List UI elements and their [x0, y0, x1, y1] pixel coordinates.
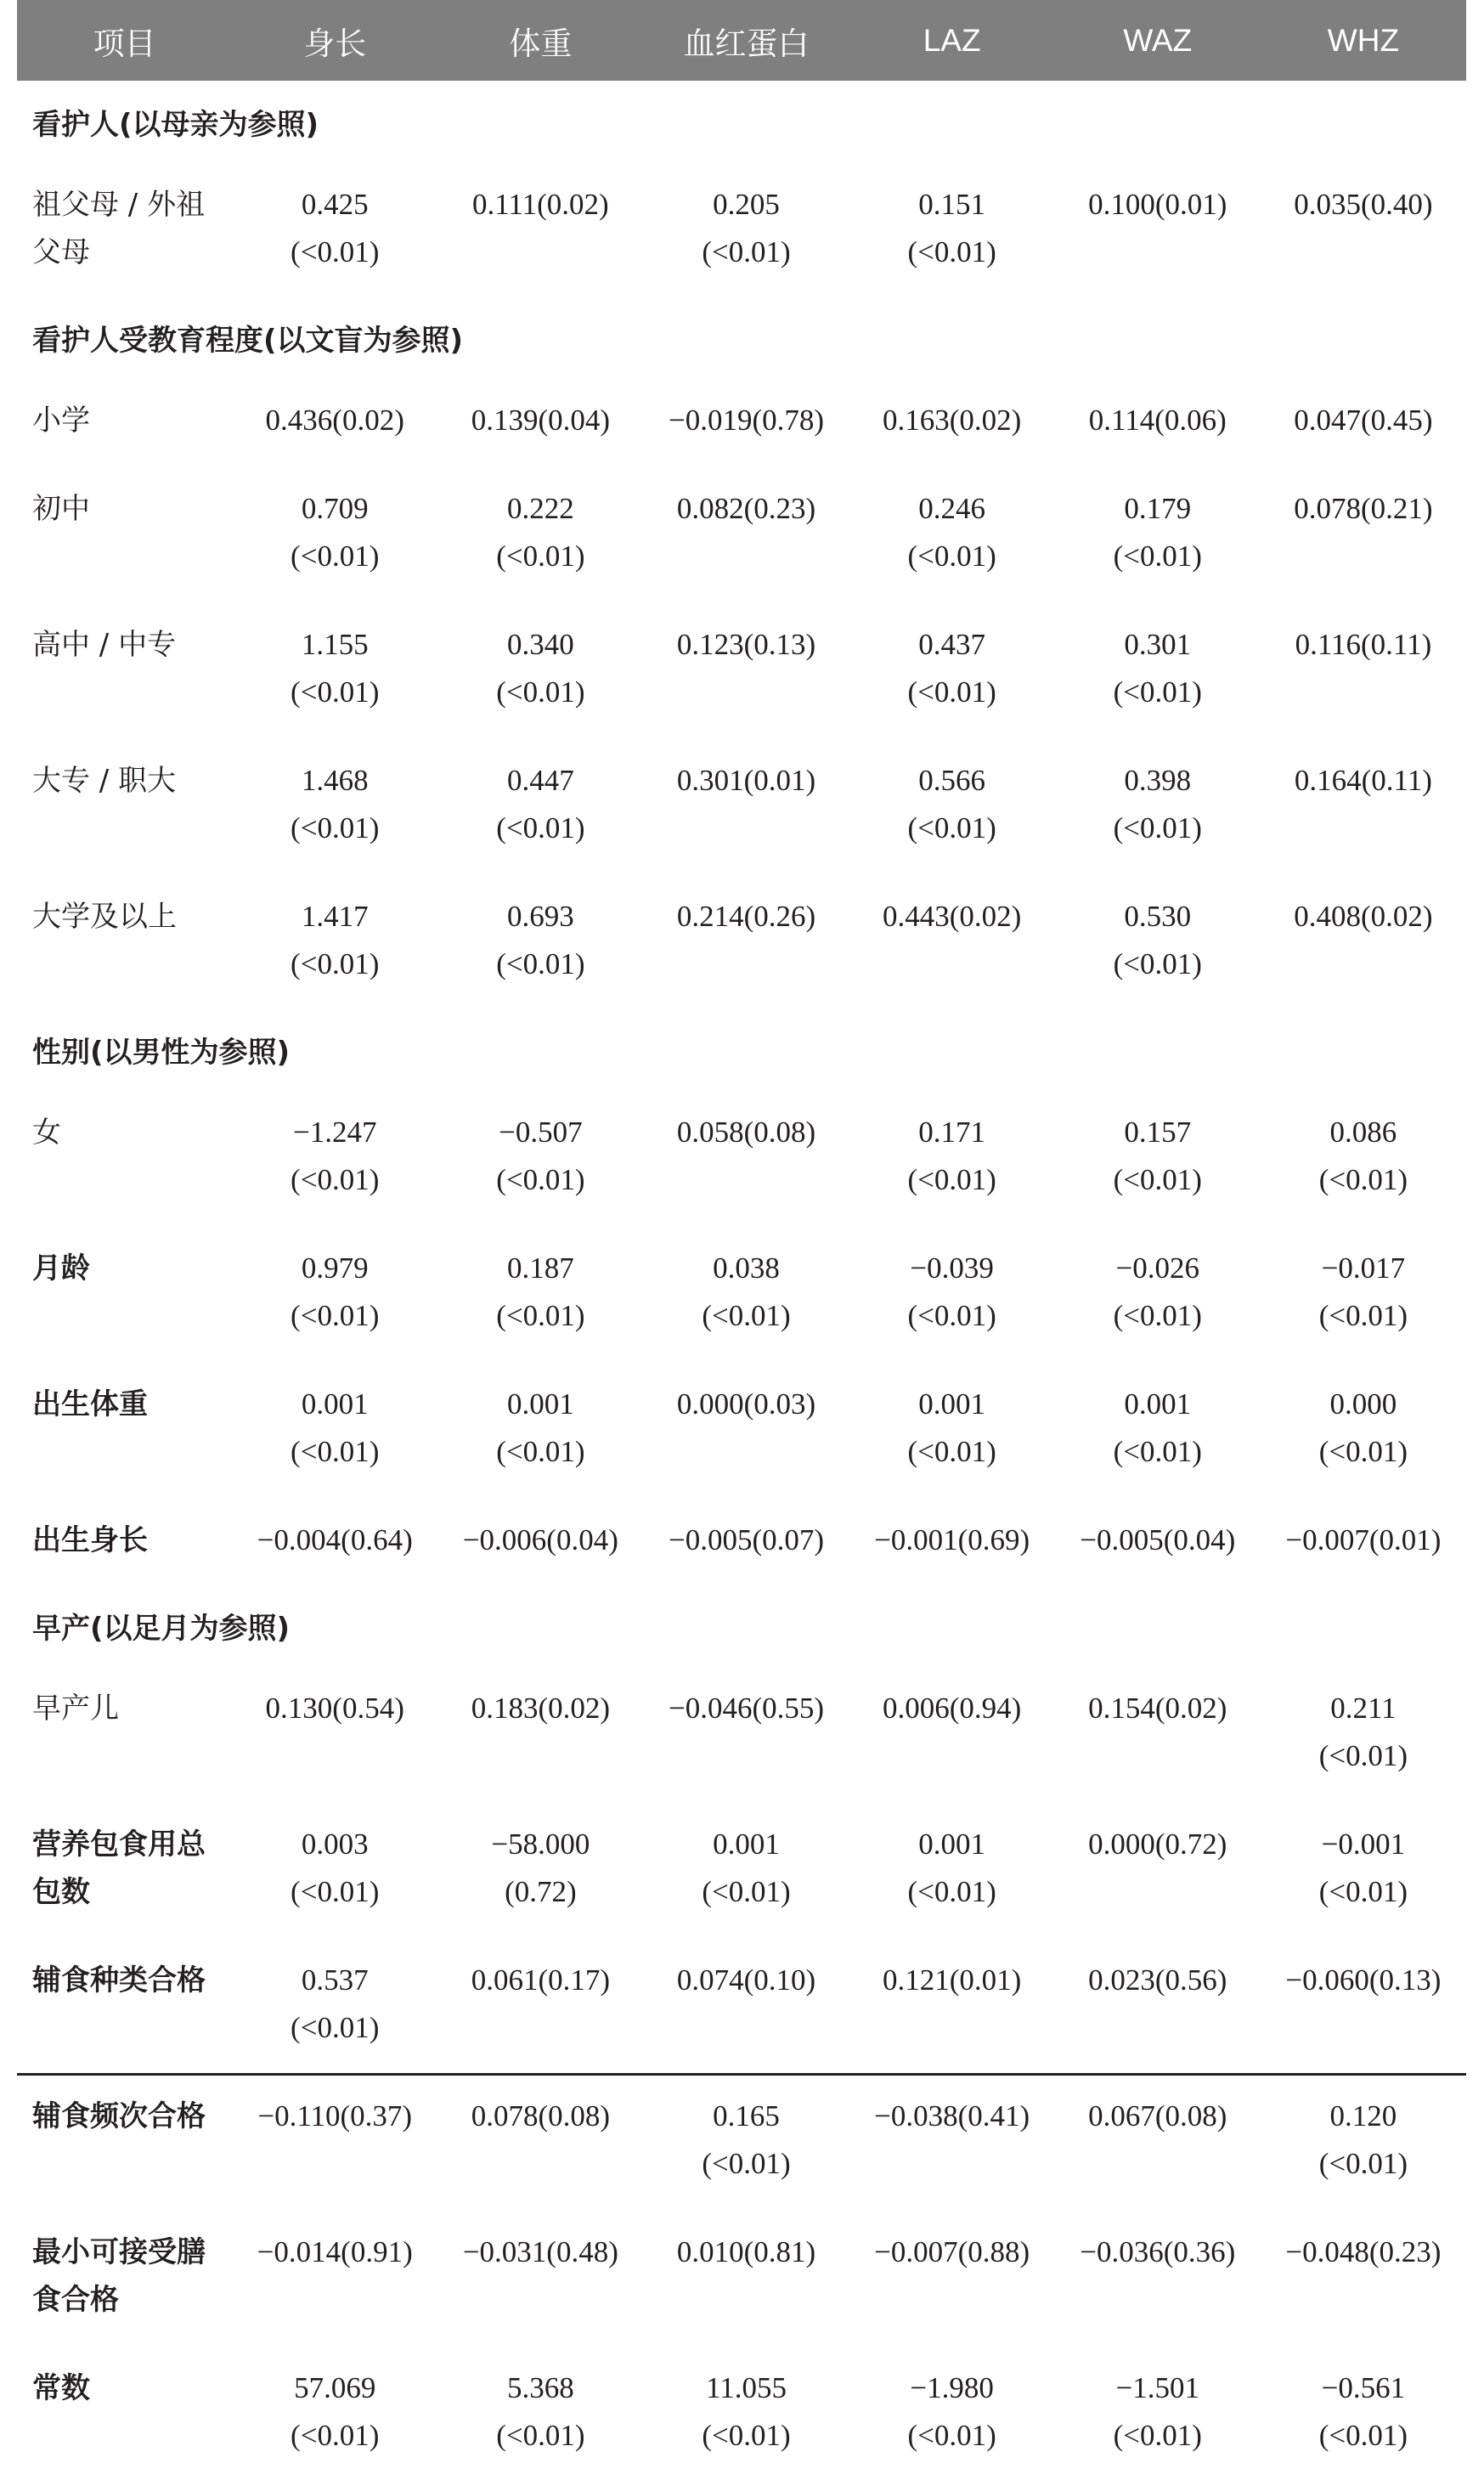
- section-row: [17, 297, 1466, 381]
- value-cell: [1055, 2072, 1261, 2208]
- coefficient-value: 0.566: [918, 764, 985, 797]
- value-cell: [1055, 1800, 1261, 1936]
- coefficient-value: 0.001: [713, 1828, 780, 1861]
- value-cell: [1055, 873, 1261, 1008]
- row-label: 月龄: [32, 1251, 90, 1285]
- value-cell: [437, 465, 643, 601]
- coefficient-value: 0.001: [918, 1387, 985, 1421]
- coefficient-value: 0.058(0.08): [676, 1116, 816, 1149]
- table-row: [17, 1360, 1466, 1496]
- coefficient-value: 0.001: [918, 1828, 985, 1861]
- p-value: (<0.01): [291, 2419, 380, 2452]
- value-cell: [437, 737, 643, 873]
- value-cell: [643, 1093, 849, 1224]
- coefficient-value: −1.247: [292, 1116, 377, 1149]
- p-value: (<0.01): [702, 1875, 791, 1908]
- coefficient-value: −0.017: [1321, 1251, 1406, 1285]
- p-value: (<0.01): [907, 811, 996, 845]
- coefficient-value: −0.507: [499, 1116, 583, 1149]
- value-cell: [849, 1496, 1055, 1585]
- value-cell: [437, 1669, 643, 1800]
- coefficient-value: 0.000(0.72): [1088, 1828, 1227, 1861]
- row-label: 大专 / 职大: [32, 764, 177, 798]
- coefficient-value: 0.003: [301, 1828, 369, 1861]
- coefficient-value: 0.530: [1124, 900, 1192, 933]
- row-label: 出生身长: [32, 1523, 148, 1557]
- coefficient-value: 0.061(0.17): [471, 1963, 610, 1997]
- value-cell: [1055, 2208, 1261, 2344]
- p-value: (<0.01): [1318, 2147, 1408, 2180]
- p-value: (<0.01): [1318, 1739, 1408, 1772]
- value-cell: [1261, 2344, 1466, 2480]
- coefficient-value: 0.074(0.10): [676, 1963, 816, 1997]
- value-cell: [849, 2344, 1055, 2480]
- coefficient-value: 0.340: [506, 628, 574, 661]
- coefficient-value: 0.246: [918, 492, 985, 525]
- regression-table: [17, 0, 1466, 2480]
- p-value: (<0.01): [496, 1435, 585, 1468]
- value-cell: [849, 1093, 1055, 1224]
- table-row: [17, 2072, 1466, 2208]
- coefficient-value: −0.006(0.04): [462, 1523, 618, 1556]
- coefficient-value: 0.979: [301, 1251, 369, 1285]
- value-cell: [232, 2344, 437, 2480]
- coefficient-value: 0.437: [918, 628, 985, 661]
- table-row: [17, 1496, 1466, 1585]
- header-cell-hemoglobin: 血红蛋白: [683, 25, 810, 61]
- coefficient-value: 0.179: [1124, 492, 1192, 525]
- value-cell: [232, 1669, 437, 1800]
- coefficient-value: 0.001: [506, 1387, 574, 1421]
- coefficient-value: −0.046(0.55): [668, 1692, 825, 1725]
- table-row: [17, 1800, 1466, 1936]
- coefficient-value: 0.001: [301, 1387, 369, 1421]
- coefficient-value: 0.693: [506, 900, 574, 933]
- coefficient-value: 0.425: [301, 188, 369, 221]
- coefficient-value: −0.019(0.78): [668, 404, 825, 437]
- p-value: (<0.01): [1318, 1435, 1408, 1468]
- p-value: (<0.01): [1113, 1435, 1202, 1468]
- value-cell: [437, 1224, 643, 1360]
- header-cell-item: 项目: [93, 25, 156, 61]
- p-value: (<0.01): [907, 1163, 996, 1196]
- value-cell: [1055, 1936, 1261, 2072]
- p-value: (<0.01): [907, 1435, 996, 1468]
- coefficient-value: 0.183(0.02): [471, 1692, 610, 1725]
- table-body: [17, 81, 1466, 2480]
- coefficient-value: 0.120: [1329, 2099, 1397, 2133]
- coefficient-value: 0.301: [1124, 628, 1192, 661]
- p-value: (<0.01): [907, 235, 996, 268]
- coefficient-value: 1.468: [301, 764, 369, 797]
- coefficient-value: 0.121(0.01): [882, 1963, 1022, 1997]
- section-row: [17, 1008, 1466, 1093]
- p-value: (<0.01): [907, 539, 996, 573]
- value-cell: [1261, 465, 1466, 601]
- p-value: (<0.01): [1318, 2419, 1408, 2452]
- value-cell: [1261, 1936, 1466, 2072]
- p-value: (<0.01): [702, 235, 791, 268]
- coefficient-value: 0.116(0.11): [1295, 628, 1432, 661]
- row-label: 小学: [32, 404, 90, 438]
- p-value: (<0.01): [702, 2419, 791, 2452]
- coefficient-value: 0.078(0.08): [471, 2099, 610, 2133]
- coefficient-value: 0.010(0.81): [676, 2235, 816, 2268]
- section-label: 早产(以足月为参照): [32, 1612, 291, 1646]
- value-cell: [232, 1496, 437, 1585]
- coefficient-value: 0.398: [1124, 764, 1192, 797]
- table-row: [17, 2344, 1466, 2480]
- value-cell: [1261, 1496, 1466, 1585]
- coefficient-value: 0.123(0.13): [676, 628, 816, 661]
- p-value: (<0.01): [291, 811, 380, 845]
- coefficient-value: −0.031(0.48): [462, 2235, 618, 2268]
- value-cell: [643, 1936, 849, 2072]
- value-cell: [437, 1800, 643, 1936]
- value-cell: [849, 1936, 1055, 2072]
- coefficient-value: −0.039: [910, 1251, 994, 1285]
- coefficient-value: 0.082(0.23): [676, 492, 816, 525]
- table-row: [17, 1224, 1466, 1360]
- value-cell: [437, 2072, 643, 2208]
- value-cell: [1055, 381, 1261, 465]
- row-label: 女: [32, 1116, 61, 1150]
- row-label: 祖父母 / 外祖 父母: [32, 188, 206, 269]
- p-value: (<0.01): [907, 2419, 996, 2452]
- table-row: [17, 873, 1466, 1008]
- value-cell: [1055, 737, 1261, 873]
- value-cell: [1055, 1669, 1261, 1800]
- section-label: 性别(以男性为参照): [32, 1036, 291, 1070]
- value-cell: [1261, 873, 1466, 1008]
- value-cell: [643, 1360, 849, 1496]
- coefficient-value: 0.000: [1329, 1387, 1397, 1421]
- coefficient-value: −0.110(0.37): [257, 2099, 413, 2133]
- value-cell: [232, 381, 437, 465]
- p-value: (<0.01): [291, 1299, 380, 1332]
- coefficient-value: 0.164(0.11): [1294, 764, 1432, 797]
- table-row: [17, 166, 1466, 297]
- row-label: 辅食种类合格: [32, 1963, 206, 1997]
- value-cell: [849, 465, 1055, 601]
- value-cell: [437, 166, 643, 297]
- p-value: (<0.01): [1113, 2419, 1202, 2452]
- coefficient-value: −0.038(0.41): [874, 2099, 1030, 2133]
- coefficient-value: 0.100(0.01): [1088, 188, 1227, 221]
- value-cell: [232, 737, 437, 873]
- value-cell: [849, 2208, 1055, 2344]
- p-value: (<0.01): [291, 539, 380, 573]
- value-cell: [1261, 381, 1466, 465]
- section-label: 看护人(以母亲为参照): [32, 108, 319, 142]
- table-row: [17, 1093, 1466, 1224]
- p-value: (<0.01): [291, 947, 380, 980]
- value-cell: [437, 1360, 643, 1496]
- value-cell: [849, 601, 1055, 737]
- coefficient-value: 0.006(0.94): [882, 1692, 1022, 1725]
- value-cell: [232, 873, 437, 1008]
- p-value: (<0.01): [1113, 1299, 1202, 1332]
- p-value: (<0.01): [1113, 811, 1202, 845]
- value-cell: [849, 2072, 1055, 2208]
- table-row: [17, 2208, 1466, 2344]
- value-cell: [232, 1224, 437, 1360]
- p-value: (<0.01): [291, 1435, 380, 1468]
- value-cell: [643, 2072, 849, 2208]
- header-cell-weight: 体重: [509, 25, 573, 61]
- coefficient-value: 11.055: [706, 2371, 787, 2404]
- coefficient-value: 0.000(0.03): [676, 1387, 816, 1421]
- coefficient-value: 0.130(0.54): [265, 1692, 404, 1725]
- coefficient-value: 0.163(0.02): [882, 404, 1022, 437]
- value-cell: [643, 465, 849, 601]
- section-row: [17, 1585, 1466, 1669]
- value-cell: [1261, 2072, 1466, 2208]
- row-label: 辅食频次合格: [32, 2099, 206, 2133]
- value-cell: [1055, 1093, 1261, 1224]
- coefficient-value: −1.980: [910, 2371, 994, 2404]
- value-cell: [643, 166, 849, 297]
- header-cell-length: 身长: [303, 25, 367, 61]
- value-cell: [437, 381, 643, 465]
- p-value: (<0.01): [291, 1163, 380, 1196]
- p-value: (<0.01): [496, 675, 585, 709]
- coefficient-value: 0.222: [506, 492, 574, 525]
- value-cell: [643, 873, 849, 1008]
- coefficient-value: 0.205: [713, 188, 780, 221]
- coefficient-value: 1.155: [301, 628, 369, 661]
- value-cell: [1261, 1669, 1466, 1800]
- value-cell: [1261, 601, 1466, 737]
- coefficient-value: −0.005(0.07): [668, 1523, 825, 1556]
- coefficient-value: 0.111(0.02): [471, 188, 609, 221]
- value-cell: [1055, 1496, 1261, 1585]
- table-row: [17, 465, 1466, 601]
- table-row: [17, 737, 1466, 873]
- coefficient-value: 0.157: [1124, 1116, 1192, 1149]
- coefficient-value: −0.060(0.13): [1285, 1963, 1442, 1997]
- row-label: 高中 / 中专: [32, 628, 177, 662]
- p-value: (<0.01): [291, 235, 380, 268]
- section-label: 看护人受教育程度(以文盲为参照): [32, 324, 464, 358]
- row-label: 营养包食用总 包数: [32, 1828, 206, 1909]
- coefficient-value: 0.443(0.02): [882, 900, 1022, 933]
- coefficient-value: −1.501: [1115, 2371, 1200, 2404]
- coefficient-value: 5.368: [506, 2371, 574, 2404]
- coefficient-value: −0.005(0.04): [1080, 1523, 1236, 1556]
- coefficient-value: 0.151: [918, 188, 985, 221]
- value-cell: [1055, 465, 1261, 601]
- header-cell-waz: WAZ: [1123, 22, 1193, 58]
- coefficient-value: 0.537: [301, 1963, 369, 1997]
- header-cell-laz: LAZ: [923, 22, 981, 58]
- row-label: 最小可接受膳 食合格: [32, 2235, 206, 2317]
- header-row: [17, 0, 1466, 81]
- value-cell: [849, 166, 1055, 297]
- value-cell: [643, 2344, 849, 2480]
- bottom-rule: [17, 2073, 1466, 2076]
- value-cell: [1261, 2208, 1466, 2344]
- value-cell: [849, 1224, 1055, 1360]
- value-cell: [232, 465, 437, 601]
- value-cell: [849, 1360, 1055, 1496]
- coefficient-value: 0.447: [506, 764, 574, 797]
- value-cell: [643, 2208, 849, 2344]
- value-cell: [643, 1800, 849, 1936]
- row-label: 初中: [32, 492, 90, 526]
- value-cell: [643, 601, 849, 737]
- value-cell: [643, 737, 849, 873]
- p-value: (<0.01): [1113, 1163, 1202, 1196]
- coefficient-value: −0.007(0.01): [1285, 1523, 1442, 1556]
- coefficient-value: 0.023(0.56): [1088, 1963, 1227, 1997]
- value-cell: [232, 2208, 437, 2344]
- value-cell: [1261, 1800, 1466, 1936]
- coefficient-value: 0.187: [506, 1251, 574, 1285]
- p-value: (<0.01): [1318, 1875, 1408, 1908]
- p-value: (<0.01): [496, 811, 585, 845]
- value-cell: [1055, 601, 1261, 737]
- coefficient-value: −0.048(0.23): [1285, 2235, 1442, 2268]
- p-value: (<0.01): [907, 1875, 996, 1908]
- coefficient-value: 0.436(0.02): [265, 404, 404, 437]
- row-label: 常数: [32, 2371, 90, 2405]
- table-row: [17, 381, 1466, 465]
- table-row: [17, 1669, 1466, 1800]
- coefficient-value: −0.004(0.64): [257, 1523, 413, 1556]
- value-cell: [1055, 1224, 1261, 1360]
- value-cell: [1261, 1224, 1466, 1360]
- value-cell: [849, 381, 1055, 465]
- value-cell: [643, 1224, 849, 1360]
- value-cell: [232, 2072, 437, 2208]
- coefficient-value: 0.047(0.45): [1294, 404, 1433, 437]
- table-row: [17, 601, 1466, 737]
- coefficient-value: 0.001: [1124, 1387, 1192, 1421]
- p-value: (<0.01): [702, 1299, 791, 1332]
- coefficient-value: 1.417: [301, 900, 369, 933]
- coefficient-value: 0.038: [713, 1251, 780, 1285]
- p-value: (<0.01): [1318, 1299, 1408, 1332]
- p-value: (<0.01): [1113, 675, 1202, 709]
- value-cell: [849, 873, 1055, 1008]
- value-cell: [849, 737, 1055, 873]
- value-cell: [232, 1360, 437, 1496]
- value-cell: [1261, 1093, 1466, 1224]
- table-row: [17, 1936, 1466, 2072]
- value-cell: [1261, 1360, 1466, 1496]
- value-cell: [232, 166, 437, 297]
- row-label: 早产儿: [32, 1692, 119, 1726]
- value-cell: [232, 1800, 437, 1936]
- value-cell: [437, 601, 643, 737]
- coefficient-value: −0.001(0.69): [874, 1523, 1030, 1556]
- coefficient-value: 0.165: [713, 2099, 780, 2133]
- coefficient-value: 0.067(0.08): [1088, 2099, 1227, 2133]
- coefficient-value: 57.069: [294, 2371, 376, 2404]
- coefficient-value: 0.154(0.02): [1088, 1692, 1227, 1725]
- value-cell: [437, 873, 643, 1008]
- value-cell: [1261, 737, 1466, 873]
- p-value: (0.72): [505, 1875, 577, 1908]
- coefficient-value: −0.561: [1321, 2371, 1406, 2404]
- coefficient-value: 0.035(0.40): [1294, 188, 1433, 221]
- value-cell: [232, 1936, 437, 2072]
- p-value: (<0.01): [291, 675, 380, 709]
- table-header: [17, 0, 1466, 81]
- p-value: (<0.01): [291, 2011, 380, 2044]
- coefficient-value: 0.171: [918, 1116, 985, 1149]
- value-cell: [1055, 166, 1261, 297]
- p-value: (<0.01): [291, 1875, 380, 1908]
- row-label: 出生体重: [32, 1387, 148, 1421]
- value-cell: [1261, 166, 1466, 297]
- p-value: (<0.01): [702, 2147, 791, 2180]
- section-row: [17, 81, 1466, 166]
- value-cell: [643, 1496, 849, 1585]
- coefficient-value: −0.001: [1321, 1828, 1406, 1861]
- value-cell: [437, 2208, 643, 2344]
- p-value: (<0.01): [907, 675, 996, 709]
- p-value: (<0.01): [907, 1299, 996, 1332]
- p-value: (<0.01): [496, 1299, 585, 1332]
- coefficient-value: −0.014(0.91): [257, 2235, 413, 2268]
- header-cell-whz: WHZ: [1327, 22, 1400, 58]
- value-cell: [437, 1936, 643, 2072]
- value-cell: [437, 1496, 643, 1585]
- coefficient-value: −58.000: [491, 1828, 590, 1861]
- coefficient-value: 0.086: [1329, 1116, 1397, 1149]
- coefficient-value: 0.709: [301, 492, 369, 525]
- value-cell: [232, 1093, 437, 1224]
- value-cell: [437, 1093, 643, 1224]
- p-value: (<0.01): [1318, 1163, 1408, 1196]
- value-cell: [1055, 2344, 1261, 2480]
- coefficient-value: −0.026: [1115, 1251, 1200, 1285]
- p-value: (<0.01): [496, 539, 585, 573]
- coefficient-value: −0.036(0.36): [1080, 2235, 1236, 2268]
- coefficient-value: 0.114(0.06): [1088, 404, 1227, 437]
- value-cell: [1055, 1360, 1261, 1496]
- value-cell: [643, 1669, 849, 1800]
- value-cell: [232, 601, 437, 737]
- value-cell: [437, 2344, 643, 2480]
- coefficient-value: 0.301(0.01): [676, 764, 816, 797]
- p-value: (<0.01): [1113, 947, 1202, 980]
- row-label: 大学及以上: [32, 900, 177, 934]
- value-cell: [643, 381, 849, 465]
- p-value: (<0.01): [1113, 539, 1202, 573]
- value-cell: [849, 1669, 1055, 1800]
- coefficient-value: 0.408(0.02): [1294, 900, 1433, 933]
- coefficient-value: 0.211: [1330, 1692, 1397, 1725]
- p-value: (<0.01): [496, 947, 585, 980]
- coefficient-value: 0.139(0.04): [471, 404, 610, 437]
- value-cell: [849, 1800, 1055, 1936]
- coefficient-value: −0.007(0.88): [874, 2235, 1030, 2268]
- coefficient-value: 0.214(0.26): [676, 900, 816, 933]
- p-value: (<0.01): [496, 1163, 585, 1196]
- p-value: (<0.01): [496, 2419, 585, 2452]
- coefficient-value: 0.078(0.21): [1294, 492, 1433, 525]
